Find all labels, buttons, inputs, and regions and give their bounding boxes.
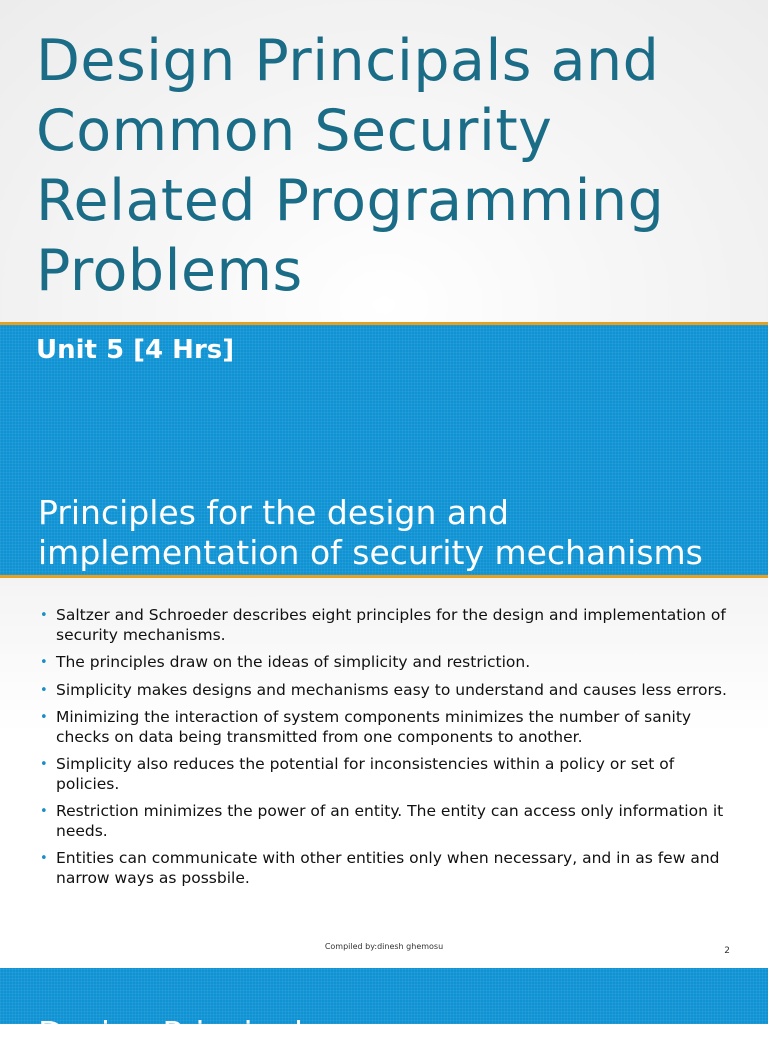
page-number: 2	[724, 946, 730, 956]
section-title-line: implementation of security mechanisms	[38, 533, 703, 572]
bullet-item	[40, 802, 730, 841]
bullet-icon: •	[40, 682, 48, 698]
title-slide	[0, 0, 768, 322]
bullet-icon: •	[40, 608, 48, 623]
bullet-text: Entities can communicate with other entities only when necessary, and in as few and narrow ways as possbile.	[56, 849, 720, 887]
title-line: Problems	[36, 238, 303, 304]
bullet-text: Saltzer and Schroeder describes eight principles for the design and implementation of security mechanisms.	[56, 606, 726, 644]
bullet-item	[40, 849, 730, 888]
next-slide	[0, 968, 768, 1053]
bullet-text: Minimizing the interaction of system components minimizes the number of sanity checks on data being transmitted from one components to another.	[56, 708, 692, 746]
section-banner	[0, 325, 768, 575]
section-title	[38, 493, 758, 573]
slide-footer: Compiled by:dinesh ghemosu	[324, 942, 444, 951]
bullet-text: Simplicity also reduces the potential for inconsistencies within a policy or set of policies.	[56, 755, 675, 793]
bullet-item	[40, 606, 730, 645]
bullet-item	[40, 708, 730, 747]
slide-subtitle: Unit 5 [4 Hrs]	[36, 335, 235, 365]
section-title-line: Principles for the design and	[38, 493, 509, 532]
bullet-item	[40, 681, 730, 701]
title-line: Design Principals and	[36, 28, 660, 94]
bullet-icon: •	[40, 804, 48, 819]
bullet-list	[40, 606, 730, 896]
bullet-icon: •	[40, 655, 48, 670]
content-slide	[0, 578, 768, 968]
bullet-icon: •	[40, 757, 48, 772]
bullet-text: Simplicity makes designs and mechanisms easy to understand and causes less errors.	[56, 680, 727, 699]
bullet-item	[40, 755, 730, 794]
title-line: Related Programming	[36, 168, 665, 234]
bullet-icon: •	[40, 851, 48, 866]
next-slide-title: Design Principals	[38, 1014, 321, 1053]
bullet-item	[40, 653, 730, 673]
bullet-icon: •	[40, 710, 48, 725]
title-line: Common Security	[36, 98, 553, 164]
slide-title	[36, 26, 756, 306]
bullet-text: The principles draw on the ideas of simplicity and restriction.	[56, 653, 531, 671]
bullet-text: Restriction minimizes the power of an entity. The entity can access only information it needs.	[56, 802, 724, 840]
